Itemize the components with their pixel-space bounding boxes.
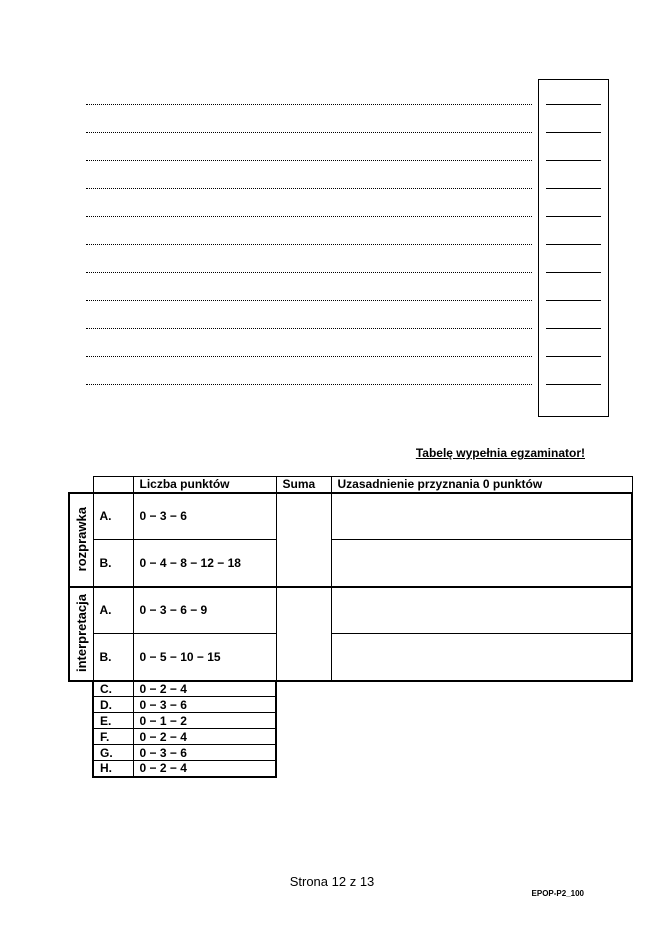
justification-cell[interactable] <box>331 634 632 681</box>
table-header-row <box>69 477 632 493</box>
answer-line[interactable] <box>86 384 532 385</box>
row-points: 0 − 3 − 6 <box>133 493 276 540</box>
answer-line[interactable] <box>86 272 532 273</box>
table-row <box>69 761 632 777</box>
margin-line <box>546 300 601 301</box>
row-label: E. <box>93 713 133 729</box>
row-points: 0 − 2 − 4 <box>133 681 276 697</box>
answer-line[interactable] <box>86 356 532 357</box>
header-sum: Suma <box>276 477 331 493</box>
row-points: 0 − 3 − 6 <box>133 745 276 761</box>
examiner-notice: Tabelę wypełnia egzaminator! <box>415 446 585 460</box>
scoring-table <box>68 476 633 778</box>
margin-line <box>546 328 601 329</box>
row-points: 0 − 5 − 10 − 15 <box>133 634 276 681</box>
justification-cell[interactable] <box>331 493 632 540</box>
row-label: C. <box>93 681 133 697</box>
row-label: D. <box>93 697 133 713</box>
margin-line <box>546 104 601 105</box>
row-points: 0 − 4 − 8 − 12 − 18 <box>133 540 276 587</box>
table-row <box>69 713 632 729</box>
sum-cell[interactable] <box>276 493 331 587</box>
table-row <box>69 697 632 713</box>
margin-line <box>546 244 601 245</box>
answer-line[interactable] <box>86 244 532 245</box>
answer-line[interactable] <box>86 188 532 189</box>
answer-line[interactable] <box>86 160 532 161</box>
margin-line <box>546 160 601 161</box>
header-justification: Uzasadnienie przyznania 0 punktów <box>331 477 632 493</box>
table-row <box>69 634 632 681</box>
margin-line <box>546 384 601 385</box>
row-points: 0 − 3 − 6 <box>133 697 276 713</box>
answer-line[interactable] <box>86 104 532 105</box>
answer-line[interactable] <box>86 216 532 217</box>
answer-line[interactable] <box>86 328 532 329</box>
group-label-interpretacja: interpretacja <box>69 587 93 681</box>
row-points: 0 − 1 − 2 <box>133 713 276 729</box>
table-row <box>69 745 632 761</box>
row-points: 0 − 2 − 4 <box>133 761 276 777</box>
table-row <box>69 729 632 745</box>
row-label: A. <box>93 493 133 540</box>
table-row <box>69 540 632 587</box>
margin-line <box>546 132 601 133</box>
margin-line <box>546 356 601 357</box>
row-label: B. <box>93 540 133 587</box>
empty-corner <box>69 477 93 493</box>
table-row <box>69 493 632 540</box>
group-label-rozprawka: rozprawka <box>69 493 93 587</box>
page-number: Strona 12 z 13 <box>289 874 375 889</box>
justification-cell[interactable] <box>331 540 632 587</box>
row-points: 0 − 3 − 6 − 9 <box>133 587 276 634</box>
table-row <box>69 587 632 634</box>
row-label: G. <box>93 745 133 761</box>
header-label-blank <box>93 477 133 493</box>
margin-line <box>546 272 601 273</box>
answer-line[interactable] <box>86 132 532 133</box>
row-label: F. <box>93 729 133 745</box>
exam-code: EPOP-P2_100 <box>531 889 584 898</box>
examiner-margin-box <box>538 79 609 417</box>
row-label: H. <box>93 761 133 777</box>
header-points: Liczba punktów <box>133 477 276 493</box>
row-label: A. <box>93 587 133 634</box>
justification-cell[interactable] <box>331 587 632 634</box>
table-row <box>69 681 632 697</box>
answer-line[interactable] <box>86 300 532 301</box>
row-label: B. <box>93 634 133 681</box>
margin-line <box>546 216 601 217</box>
row-points: 0 − 2 − 4 <box>133 729 276 745</box>
margin-line <box>546 188 601 189</box>
sum-cell[interactable] <box>276 587 331 681</box>
